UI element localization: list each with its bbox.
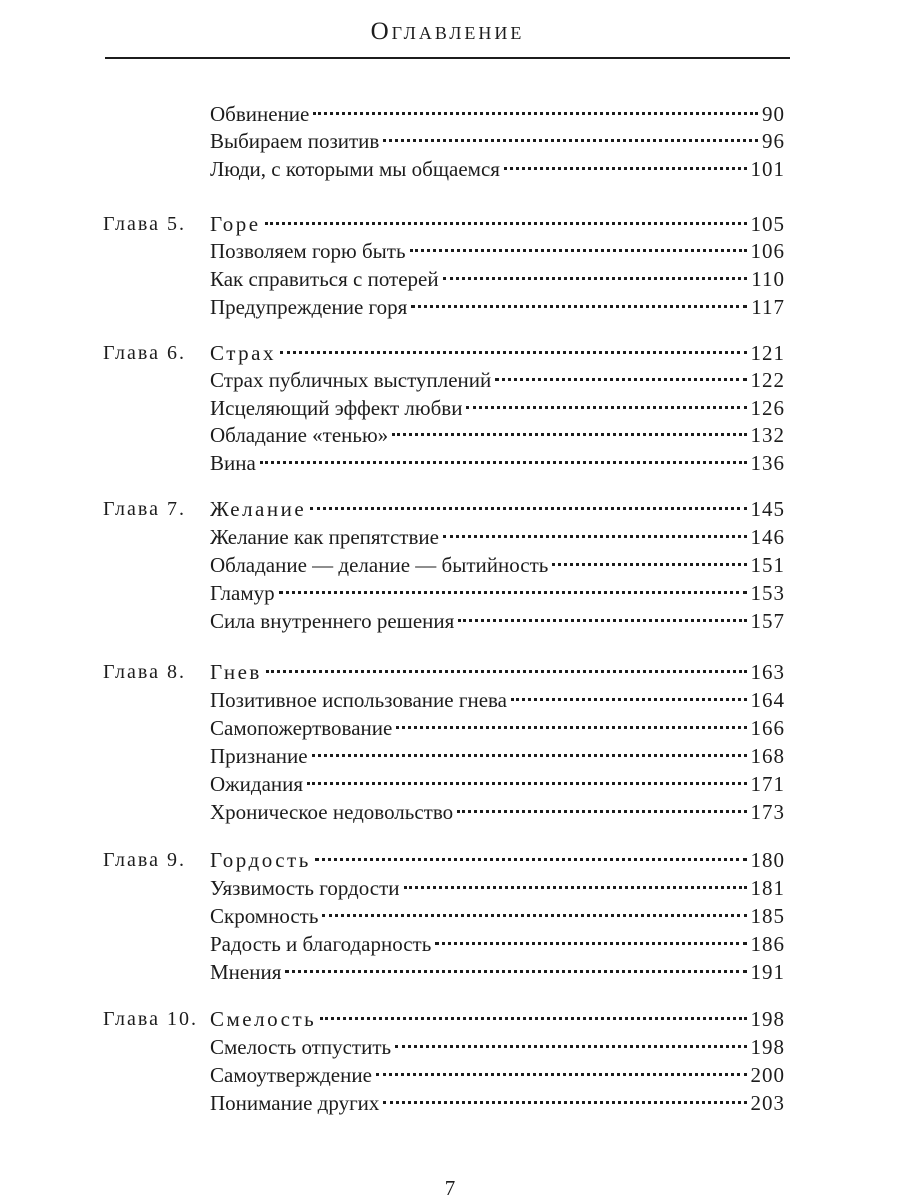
entry-page-number: 168 (750, 744, 785, 768)
dot-leader (279, 591, 747, 594)
entry-page-number: 101 (750, 157, 785, 181)
toc-section-row (0, 798, 900, 826)
entry-page-number: 191 (750, 960, 785, 984)
toc-entry (210, 155, 785, 183)
dot-leader (411, 305, 747, 308)
toc-section-row (0, 742, 900, 770)
entry-page-number: 117 (751, 295, 785, 319)
toc-section-row (0, 770, 900, 798)
entry-page-number: 166 (750, 716, 785, 740)
entry-page-number: 121 (750, 341, 785, 365)
toc-entry (210, 495, 785, 523)
entry-page-number: 173 (750, 800, 785, 824)
toc-entry (210, 770, 785, 798)
dot-leader (322, 914, 746, 917)
toc-entry (210, 1033, 785, 1061)
entry-title: Радость и благодарность (210, 932, 432, 956)
dot-leader (552, 563, 746, 566)
chapter-label: Глава 8. (103, 661, 186, 683)
entry-page-number: 203 (750, 1091, 785, 1115)
toc-entry (210, 579, 785, 607)
entry-title: Предупреждение горя (210, 295, 408, 319)
toc-section-row (0, 1033, 900, 1061)
entry-title: Признание (210, 744, 308, 768)
dot-leader (410, 249, 747, 252)
toc-section-row (0, 155, 900, 183)
toc-section-row (0, 100, 900, 128)
entry-title: Скромность (210, 904, 319, 928)
dot-leader (383, 139, 758, 142)
entry-page-number: 132 (750, 423, 785, 447)
toc-chapter-row (0, 1005, 900, 1033)
toc-section-row (0, 237, 900, 265)
toc-entry (210, 658, 785, 686)
chapter-label: Глава 5. (103, 213, 186, 235)
entry-title: Позволяем горю быть (210, 239, 406, 263)
toc-section-row (0, 958, 900, 986)
toc-section-row (0, 127, 900, 155)
toc-chapter-row (0, 846, 900, 874)
toc-entry (210, 210, 785, 238)
dot-leader (435, 942, 746, 945)
entry-title: Желание как препятствие (210, 525, 439, 549)
entry-title: Горе (210, 212, 261, 236)
dot-leader (383, 1101, 746, 1104)
dot-leader (404, 886, 747, 889)
toc-entry (210, 930, 785, 958)
toc-section-row (0, 523, 900, 551)
dot-leader (280, 351, 747, 354)
entry-title: Выбираем позитив (210, 129, 380, 153)
toc-section-row (0, 874, 900, 902)
toc-entry (210, 100, 785, 128)
entry-page-number: 185 (750, 904, 785, 928)
entry-page-number: 200 (750, 1063, 785, 1087)
toc-entry (210, 874, 785, 902)
dot-leader (443, 277, 748, 280)
entry-page-number: 153 (750, 581, 785, 605)
entry-title: Хроническое недовольство (210, 800, 454, 824)
dot-leader (511, 698, 747, 701)
toc-entry (210, 958, 785, 986)
entry-title: Страх публичных выступлений (210, 368, 492, 392)
toc-entry (210, 551, 785, 579)
entry-title: Гламур (210, 581, 275, 605)
entry-page-number: 163 (750, 660, 785, 684)
dot-leader (260, 461, 747, 464)
entry-page-number: 186 (750, 932, 785, 956)
toc-entry (210, 846, 785, 874)
dot-leader (396, 726, 746, 729)
toc-section-row (0, 1061, 900, 1089)
toc-chapter-row (0, 339, 900, 367)
dot-leader (443, 535, 747, 538)
entry-page-number: 171 (750, 772, 785, 796)
entry-page-number: 136 (750, 451, 785, 475)
entry-page-number: 146 (750, 525, 785, 549)
toc-entry (210, 449, 785, 477)
entry-page-number: 96 (762, 129, 785, 153)
entry-page-number: 90 (762, 102, 785, 126)
dot-leader (285, 970, 746, 973)
toc-section-row (0, 607, 900, 635)
toc-entry (210, 523, 785, 551)
entry-page-number: 110 (751, 267, 785, 291)
toc-entry (210, 339, 785, 367)
entry-title: Смелость (210, 1007, 317, 1031)
toc-section-row (0, 1089, 900, 1117)
dot-leader (312, 754, 747, 757)
entry-title: Обладание — делание — бытийность (210, 553, 549, 577)
dot-leader (265, 222, 747, 225)
entry-title: Сила внутреннего решения (210, 609, 455, 633)
entry-title: Гордость (210, 848, 311, 872)
toc-chapter-row (0, 210, 900, 238)
entry-page-number: 157 (750, 609, 785, 633)
chapter-label: Глава 10. (103, 1008, 198, 1030)
entry-title: Самопожертвование (210, 716, 393, 740)
header-rule (105, 57, 790, 59)
entry-title: Страх (210, 341, 276, 365)
toc-entry (210, 1061, 785, 1089)
chapter-label: Глава 6. (103, 342, 186, 364)
toc-entry (210, 686, 785, 714)
dot-leader (457, 810, 746, 813)
toc-entry (210, 607, 785, 635)
toc-section-row (0, 293, 900, 321)
entry-title: Вина (210, 451, 256, 475)
entry-page-number: 126 (750, 396, 785, 420)
entry-page-number: 122 (750, 368, 785, 392)
entry-title: Мнения (210, 960, 282, 984)
dot-leader (395, 1045, 746, 1048)
toc-entry (210, 127, 785, 155)
entry-title: Смелость отпустить (210, 1035, 392, 1059)
dot-leader (504, 167, 747, 170)
entry-title: Ожидания (210, 772, 304, 796)
toc-section-row (0, 686, 900, 714)
entry-title: Как справиться с потерей (210, 267, 439, 291)
toc-section-row (0, 265, 900, 293)
entry-page-number: 164 (750, 688, 785, 712)
toc-section-row (0, 930, 900, 958)
toc-section-row (0, 551, 900, 579)
toc-section-row (0, 421, 900, 449)
toc-entry (210, 265, 785, 293)
toc-entry (210, 1005, 785, 1033)
toc-section-row (0, 394, 900, 422)
toc-entry (210, 714, 785, 742)
chapter-label: Глава 9. (103, 849, 186, 871)
toc-entry (210, 742, 785, 770)
entry-page-number: 106 (750, 239, 785, 263)
toc-section-row (0, 714, 900, 742)
dot-leader (307, 782, 746, 785)
chapter-label: Глава 7. (103, 498, 186, 520)
toc-chapter-row (0, 495, 900, 523)
dot-leader (310, 507, 746, 510)
entry-page-number: 145 (750, 497, 785, 521)
dot-leader (392, 433, 746, 436)
entry-title: Понимание других (210, 1091, 380, 1115)
entry-title: Позитивное использование гнева (210, 688, 507, 712)
entry-title: Исцеляющий эффект любви (210, 396, 463, 420)
entry-title: Обвинение (210, 102, 310, 126)
entry-page-number: 180 (750, 848, 785, 872)
dot-leader (313, 112, 758, 115)
dot-leader (466, 406, 746, 409)
running-head-title: Оглавление (370, 18, 525, 45)
entry-title: Обладание «тенью» (210, 423, 389, 447)
toc-section-row (0, 579, 900, 607)
toc-entry (210, 1089, 785, 1117)
dot-leader (320, 1017, 746, 1020)
toc-section-row (0, 902, 900, 930)
page-number: 7 (444, 1176, 456, 1200)
entry-title: Самоутверждение (210, 1063, 372, 1087)
entry-page-number: 198 (750, 1035, 785, 1059)
toc-entry (210, 902, 785, 930)
entry-page-number: 151 (750, 553, 785, 577)
dot-leader (458, 619, 746, 622)
entry-title: Уязвимость гордости (210, 876, 400, 900)
toc-entry (210, 421, 785, 449)
entry-page-number: 198 (750, 1007, 785, 1031)
entry-title: Люди, с которыми мы общаемся (210, 157, 500, 181)
dot-leader (315, 858, 747, 861)
toc-entry (210, 366, 785, 394)
entry-page-number: 181 (750, 876, 785, 900)
dot-leader (376, 1073, 747, 1076)
toc-section-row (0, 366, 900, 394)
toc-chapter-row (0, 658, 900, 686)
dot-leader (495, 378, 746, 381)
dot-leader (266, 670, 747, 673)
entry-page-number: 105 (750, 212, 785, 236)
toc-entry (210, 237, 785, 265)
toc-entry (210, 798, 785, 826)
toc-section-row (0, 449, 900, 477)
toc-entry (210, 394, 785, 422)
entry-title: Гнев (210, 660, 262, 684)
toc-entry (210, 293, 785, 321)
entry-title: Желание (210, 497, 307, 521)
